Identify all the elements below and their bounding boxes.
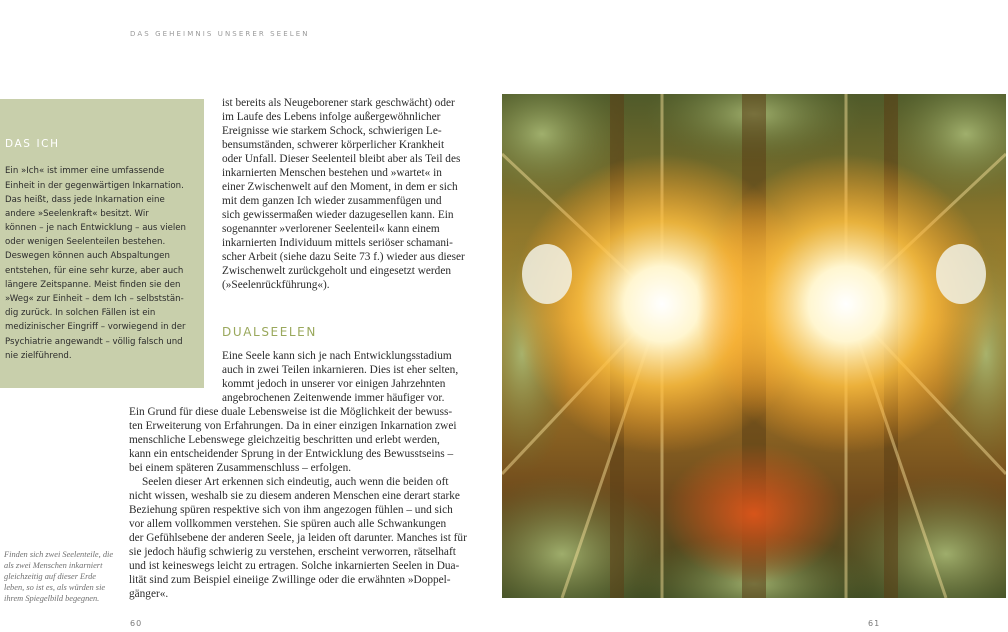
red-glow: [664, 444, 844, 584]
sidebar-line: medizinischer Eingriff – vorwiegend in der: [5, 322, 186, 332]
body-line: inkarnierten Individuum mittels seriöser schamani-: [222, 237, 453, 249]
sky-right: [936, 244, 986, 304]
body-line: Ereignisse wie starkem Schock, schwierigen Le-: [222, 125, 442, 137]
body-line: Eine Seele kann sich je nach Entwicklungsstadium: [222, 350, 452, 362]
section-heading: DUALSEELEN: [222, 325, 317, 339]
body-line: einer Zwischenwelt auf den Moment, in dem er sich: [222, 181, 458, 193]
sidebar-line: Ein »Ich« ist immer eine umfassende: [5, 166, 165, 176]
body-line: und ist keineswegs leicht zu ertragen. Solche inkarnierten Seelen in Dua-: [129, 560, 460, 572]
sidebar-line: können – je nach Entwicklung – aus vielen: [5, 223, 187, 233]
body-line: Ein Grund für diese duale Lebensweise ist die Möglichkeit der bewuss-: [129, 406, 453, 418]
sidebar-line: Einheit in der gegenwärtigen Inkarnation.: [5, 181, 184, 191]
body-line: kommt jedoch in unserer vor einigen Jahrzehnten: [222, 378, 446, 390]
body-line: im Laufe des Lebens infolge außergewöhnlicher: [222, 111, 441, 123]
sun-right: [696, 154, 996, 454]
body-line: menschliche Lebenswege gleichzeitig beschritten und erlebt werden,: [129, 434, 440, 446]
body-line: sich gewissermaßen wieder dazugesellen kann. Ein: [222, 209, 454, 221]
sidebar-line: nie zielführend.: [5, 351, 72, 361]
body-line: ist bereits als Neugeborener stark geschwächt) oder: [222, 97, 455, 109]
body-line: auch in zwei Teilen inkarnieren. Dies ist eher selten,: [222, 364, 459, 376]
body-line: sogenannter »verlorener Seelenteil« kann einem: [222, 223, 440, 235]
body-line: scher Arbeit (siehe dazu Seite 73 f.) wieder aus dieser: [222, 251, 465, 263]
caption-line: als zwei Menschen inkarniert: [4, 561, 103, 570]
photo-illustration: [502, 94, 1006, 598]
sidebar-line: andere »Seelenkraft« besitzt. Wir: [5, 209, 149, 219]
sidebar-line: entstehen, für eine sehr kurze, aber auch: [5, 266, 184, 276]
sky-left: [522, 244, 572, 304]
body-line: Beziehung spüren respektive sich von ihm angezogen fühlen – und sich: [129, 504, 453, 516]
body-line: bensumständen, schwerer körperlicher Krankheit: [222, 139, 445, 151]
sidebar-heading: DAS ICH: [5, 138, 60, 150]
body-line: kann ein entscheidender Sprung in der Entwicklung des Bewusstseins –: [129, 448, 454, 460]
body-line: sie jedoch häufig schwierig zu verstehen, erscheint verworren, rätselhaft: [129, 546, 456, 558]
body-line: (»Seelenrückführung«).: [222, 279, 330, 291]
caption-line: Finden sich zwei Seelenteile, die: [4, 550, 114, 559]
sidebar-line: Psychiatrie angewandt – völlig falsch und: [5, 337, 183, 347]
body-line: gänger«.: [129, 588, 169, 600]
sidebar-line: längere Zeitspanne. Meist finden sie den: [5, 280, 181, 290]
caption-line: leben, so ist es, als würden sie: [4, 583, 106, 592]
sidebar-line: Das heißt, dass jede Inkarnation eine: [5, 195, 165, 205]
body-line: vor allem vollkommen verstehen. Sie spüren auch alle Schwankungen: [129, 518, 447, 530]
caption-line: ihrem Spiegelbild begegnen.: [4, 594, 100, 603]
mirrored-sunburst-photo: [502, 94, 1006, 598]
body-line: bei einem späteren Zusammenschluss – erfolgen.: [129, 462, 352, 474]
body-line: der Gefühlsebene der anderen Seele, ja leiden oft darunter. Manches ist für: [129, 532, 467, 544]
folio-left: 60: [130, 619, 143, 628]
body-line: nicht wissen, weshalb sie zu diesem anderen Menschen eine derart starke: [129, 490, 460, 502]
sidebar-box: [0, 99, 204, 388]
body-line: Zwischenwelt zurückgeholt und eingesetzt werden: [222, 265, 451, 277]
body-line: lität sind zum Beispiel eineiige Zwillinge oder die erwähnten »Doppel-: [129, 574, 451, 586]
body-line: oder Unfall. Dieser Seelenteil bleibt aber als Teil des: [222, 153, 461, 165]
body-line: ten Erweiterung von Erfahrungen. Da in einer einzigen Inkarnation zwei: [129, 420, 457, 432]
sidebar-line: dig zurück. In solchen Fällen ist ein: [5, 308, 156, 318]
sidebar-line: »Weg« zur Einheit – dem Ich – selbststän-: [5, 294, 184, 304]
sidebar-line: Deswegen können auch Abspaltungen: [5, 251, 170, 261]
running-head: DAS GEHEIMNIS UNSERER SEELEN: [130, 30, 310, 38]
body-line: inkarnierten Menschen bestehen und »wartet« in: [222, 167, 442, 179]
sidebar-line: oder wenigen Seelenteilen bestehen.: [5, 237, 166, 247]
body-line: mit dem ganzen Ich wieder zusammenfügen und: [222, 195, 442, 207]
body-line: Seelen dieser Art erkennen sich eindeutig, auch wenn die beiden oft: [142, 476, 449, 488]
folio-right: 61: [868, 619, 881, 628]
body-line: angebrochenen Zeitenwende immer häufiger vor.: [222, 392, 445, 404]
caption-line: gleichzeitig auf dieser Erde: [4, 572, 97, 581]
